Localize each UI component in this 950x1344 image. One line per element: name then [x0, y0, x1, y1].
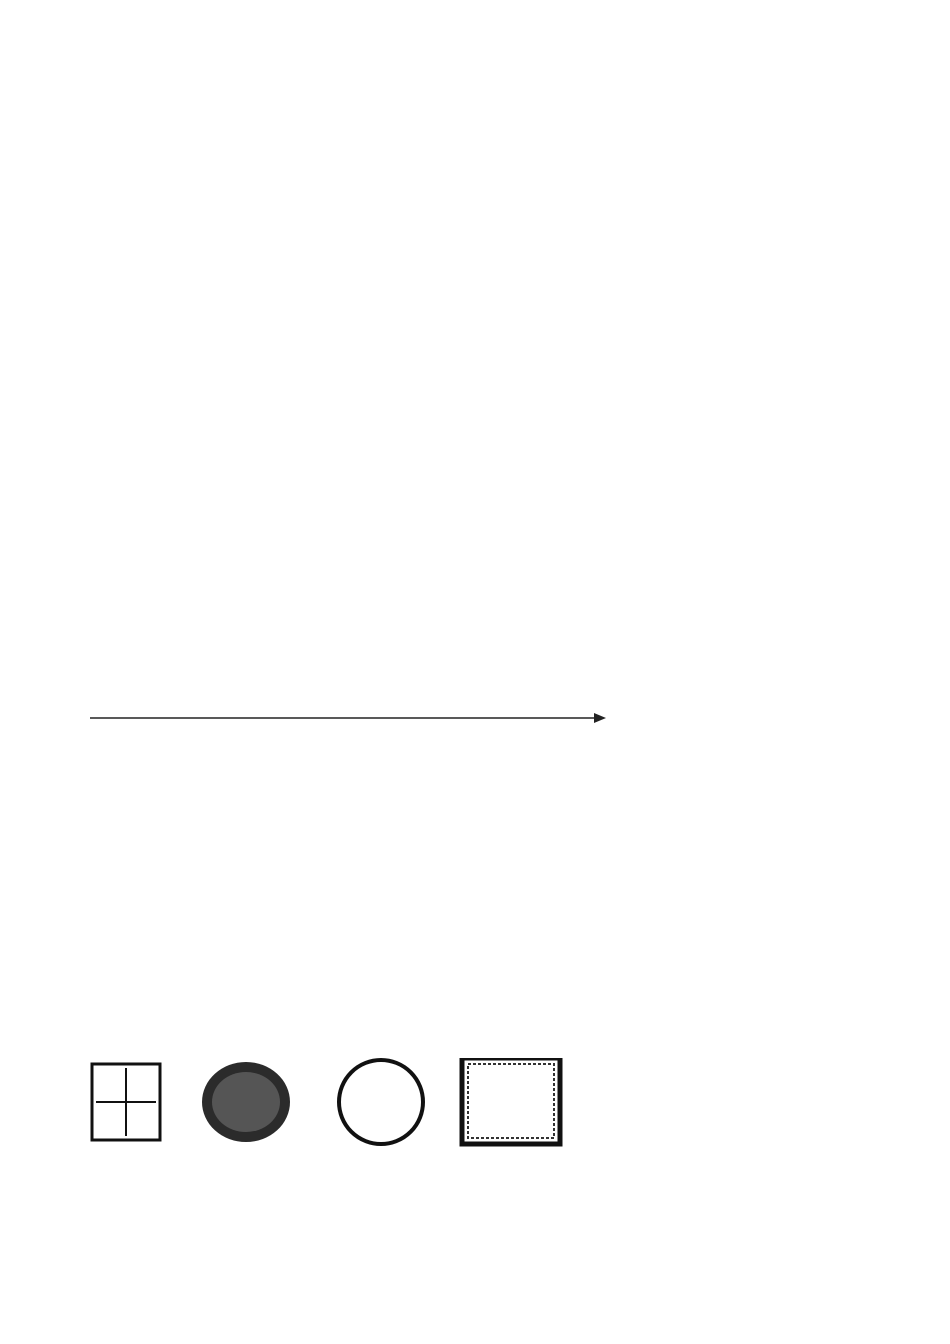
seal-image-3 — [326, 1058, 436, 1170]
seal-image-1 — [86, 1058, 166, 1170]
seal-image-2 — [196, 1058, 296, 1170]
seal-image-4 — [458, 1058, 564, 1170]
timeline-figure — [88, 694, 608, 780]
timeline-arrow-icon — [594, 713, 606, 723]
seal-images — [86, 1058, 566, 1176]
